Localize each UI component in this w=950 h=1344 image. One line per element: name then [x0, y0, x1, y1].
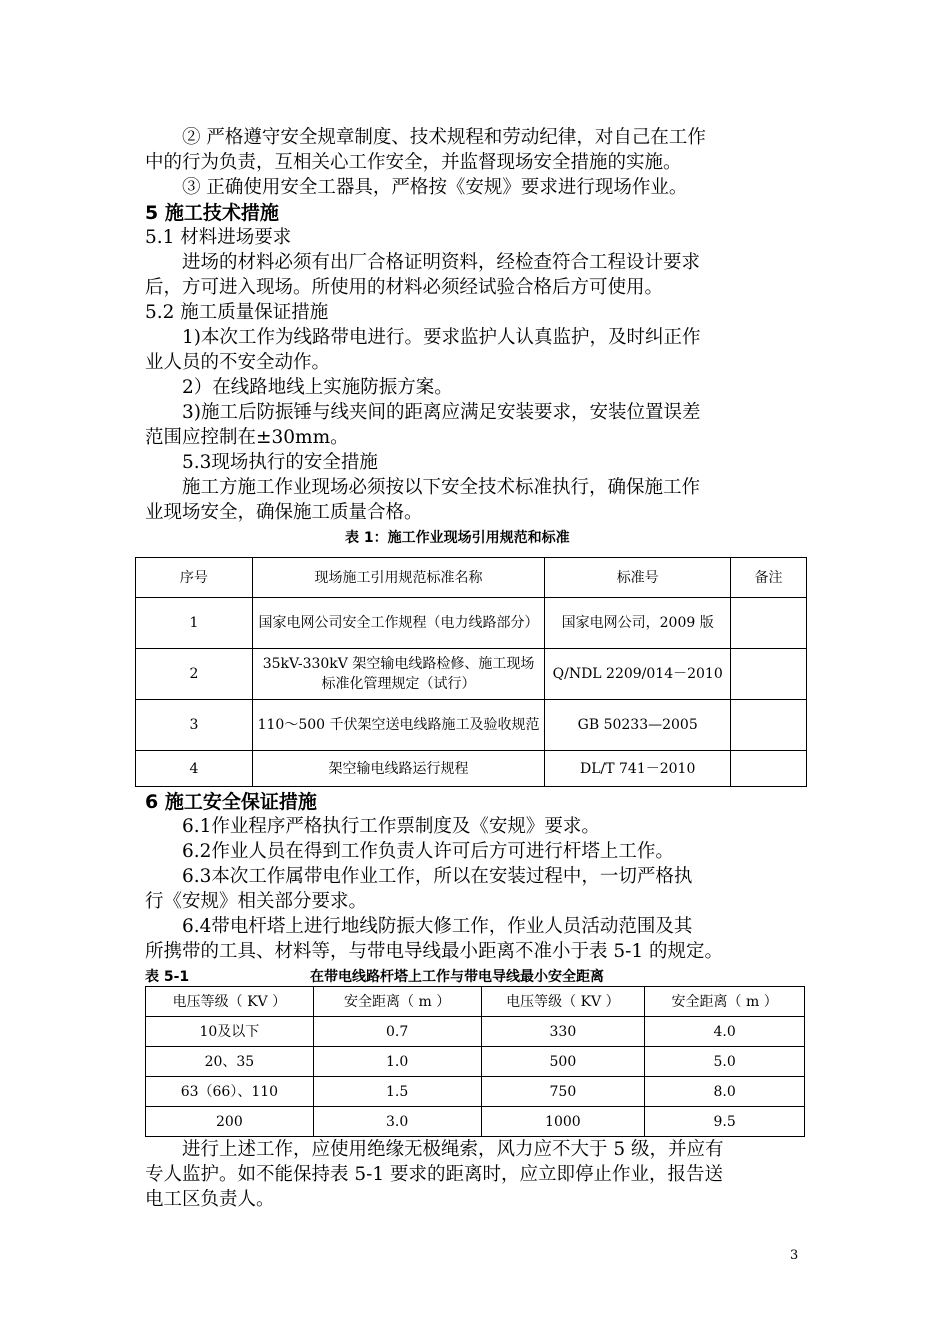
table-cell: 0.7 — [313, 1017, 481, 1047]
table-cell: 10及以下 — [146, 1017, 314, 1047]
table-cell: 2 — [136, 649, 253, 700]
paragraph-line: 2）在线路地线上实施防振方案。 — [145, 377, 453, 398]
section-heading: 6 施工安全保证措施 — [145, 791, 317, 813]
paragraph-line: 1)本次工作为线路带电进行。要求监护人认真监护，及时纠正作 — [145, 327, 701, 348]
table-row — [136, 598, 807, 649]
table-cell: 国家电网公司，2009 版 — [545, 598, 731, 649]
paragraph-line: 进行上述工作，应使用绝缘无极绳索，风力应不大于 5 级，并应有 — [145, 1139, 724, 1160]
table-cell — [731, 649, 807, 700]
paragraph-line: 进场的材料必须有出厂合格证明资料，经检查符合工程设计要求 — [145, 252, 701, 273]
table-cell: 4 — [136, 751, 253, 787]
table-cell: DL/T 741－2010 — [545, 751, 731, 787]
table-cell: 3.0 — [313, 1107, 481, 1137]
header-cell: 备注 — [731, 558, 807, 598]
table2-caption-label: 表 5-1 — [145, 969, 190, 985]
table-cell: 1.5 — [313, 1077, 481, 1107]
table-row — [146, 1077, 805, 1107]
safety-distance-table — [145, 986, 805, 1137]
standards-table — [135, 557, 807, 787]
header-cell: 电压等级（ KV ） — [146, 987, 314, 1017]
table-header-row — [136, 558, 807, 598]
table-cell: 5.0 — [645, 1047, 805, 1077]
header-cell: 现场施工引用规范标准名称 — [252, 558, 545, 598]
paragraph-line: 6.4带电杆塔上进行地线防振大修工作，作业人员活动范围及其 — [145, 916, 693, 937]
paragraph-line: 中的行为负责，互相关心工作安全，并监督现场安全措施的实施。 — [145, 152, 682, 173]
table-row — [146, 1047, 805, 1077]
table-cell — [731, 751, 807, 787]
table-row — [146, 1107, 805, 1137]
header-cell: 序号 — [136, 558, 253, 598]
table-cell: 1.0 — [313, 1047, 481, 1077]
table-cell: 3 — [136, 700, 253, 751]
header-cell: 电压等级（ KV ） — [481, 987, 645, 1017]
paragraph-line: ③ 正确使用安全工器具，严格按《安规》要求进行现场作业。 — [145, 177, 688, 198]
table-row — [136, 700, 807, 751]
paragraph-line: 业人员的不安全动作。 — [145, 352, 331, 373]
table-cell: 35kV-330kV 架空输电线路检修、施工现场标准化管理规定（试行） — [252, 649, 545, 700]
paragraph-line: 6.3本次工作属带电作业工作，所以在安装过程中，一切严格执 — [145, 866, 693, 887]
header-cell: 安全距离（ m ） — [313, 987, 481, 1017]
paragraph-line: 6.1作业程序严格执行工作票制度及《安规》要求。 — [145, 816, 600, 837]
table-cell: 330 — [481, 1017, 645, 1047]
paragraph-line: 所携带的工具、材料等，与带电导线最小距离不准小于表 5-1 的规定。 — [145, 941, 724, 962]
paragraph-line: 6.2作业人员在得到工作负责人许可后方可进行杆塔上工作。 — [145, 841, 674, 862]
section-heading: 5 施工技术措施 — [145, 202, 279, 224]
paragraph-line: 施工方施工作业现场必须按以下安全技术标准执行，确保施工作 — [145, 477, 701, 498]
paragraph-line: 电工区负责人。 — [145, 1189, 275, 1210]
table2-caption-title: 在带电线路杆塔上工作与带电导线最小安全距离 — [310, 969, 604, 985]
page-number: 3 — [790, 1248, 799, 1263]
paragraph-line: 5.2 施工质量保证措施 — [145, 302, 329, 323]
table-cell: 20、35 — [146, 1047, 314, 1077]
table-cell: 200 — [146, 1107, 314, 1137]
table-cell — [731, 700, 807, 751]
table-cell — [731, 598, 807, 649]
table-cell: 9.5 — [645, 1107, 805, 1137]
header-cell: 安全距离（ m ） — [645, 987, 805, 1017]
table-cell: 国家电网公司安全工作规程（电力线路部分） — [252, 598, 545, 649]
table-header-row — [146, 987, 805, 1017]
paragraph-line: 业现场安全，确保施工质量合格。 — [145, 502, 423, 523]
table-row — [146, 1017, 805, 1047]
paragraph-line: 后，方可进入现场。所使用的材料必须经试验合格后方可使用。 — [145, 277, 664, 298]
table-cell: 63（66）、110 — [146, 1077, 314, 1107]
table-cell: 500 — [481, 1047, 645, 1077]
table-row — [136, 751, 807, 787]
table-cell: 8.0 — [645, 1077, 805, 1107]
table-cell: 1000 — [481, 1107, 645, 1137]
paragraph-line: 5.3现场执行的安全措施 — [145, 452, 378, 473]
paragraph-line: 3)施工后防振锤与线夹间的距离应满足安装要求，安装位置误差 — [145, 402, 701, 423]
table-cell: 1 — [136, 598, 253, 649]
table-cell: Q/NDL 2209/014－2010 — [545, 649, 731, 700]
table-cell: 750 — [481, 1077, 645, 1107]
paragraph-line: 行《安规》相关部分要求。 — [145, 891, 368, 912]
table-cell: 4.0 — [645, 1017, 805, 1047]
table1-caption: 表 1：施工作业现场引用规范和标准 — [345, 530, 570, 546]
table-cell: 架空输电线路运行规程 — [252, 751, 545, 787]
paragraph-line: ② 严格遵守安全规章制度、技术规程和劳动纪律，对自己在工作 — [145, 127, 706, 148]
header-cell: 标准号 — [545, 558, 731, 598]
table-cell: GB 50233—2005 — [545, 700, 731, 751]
paragraph-line: 5.1 材料进场要求 — [145, 227, 292, 248]
paragraph-line: 范围应控制在±30mm。 — [145, 427, 349, 448]
paragraph-line: 专人监护。如不能保持表 5-1 要求的距离时，应立即停止作业，报告送 — [145, 1164, 724, 1185]
table-cell: 110～500 千伏架空送电线路施工及验收规范 — [252, 700, 545, 751]
table-row — [136, 649, 807, 700]
